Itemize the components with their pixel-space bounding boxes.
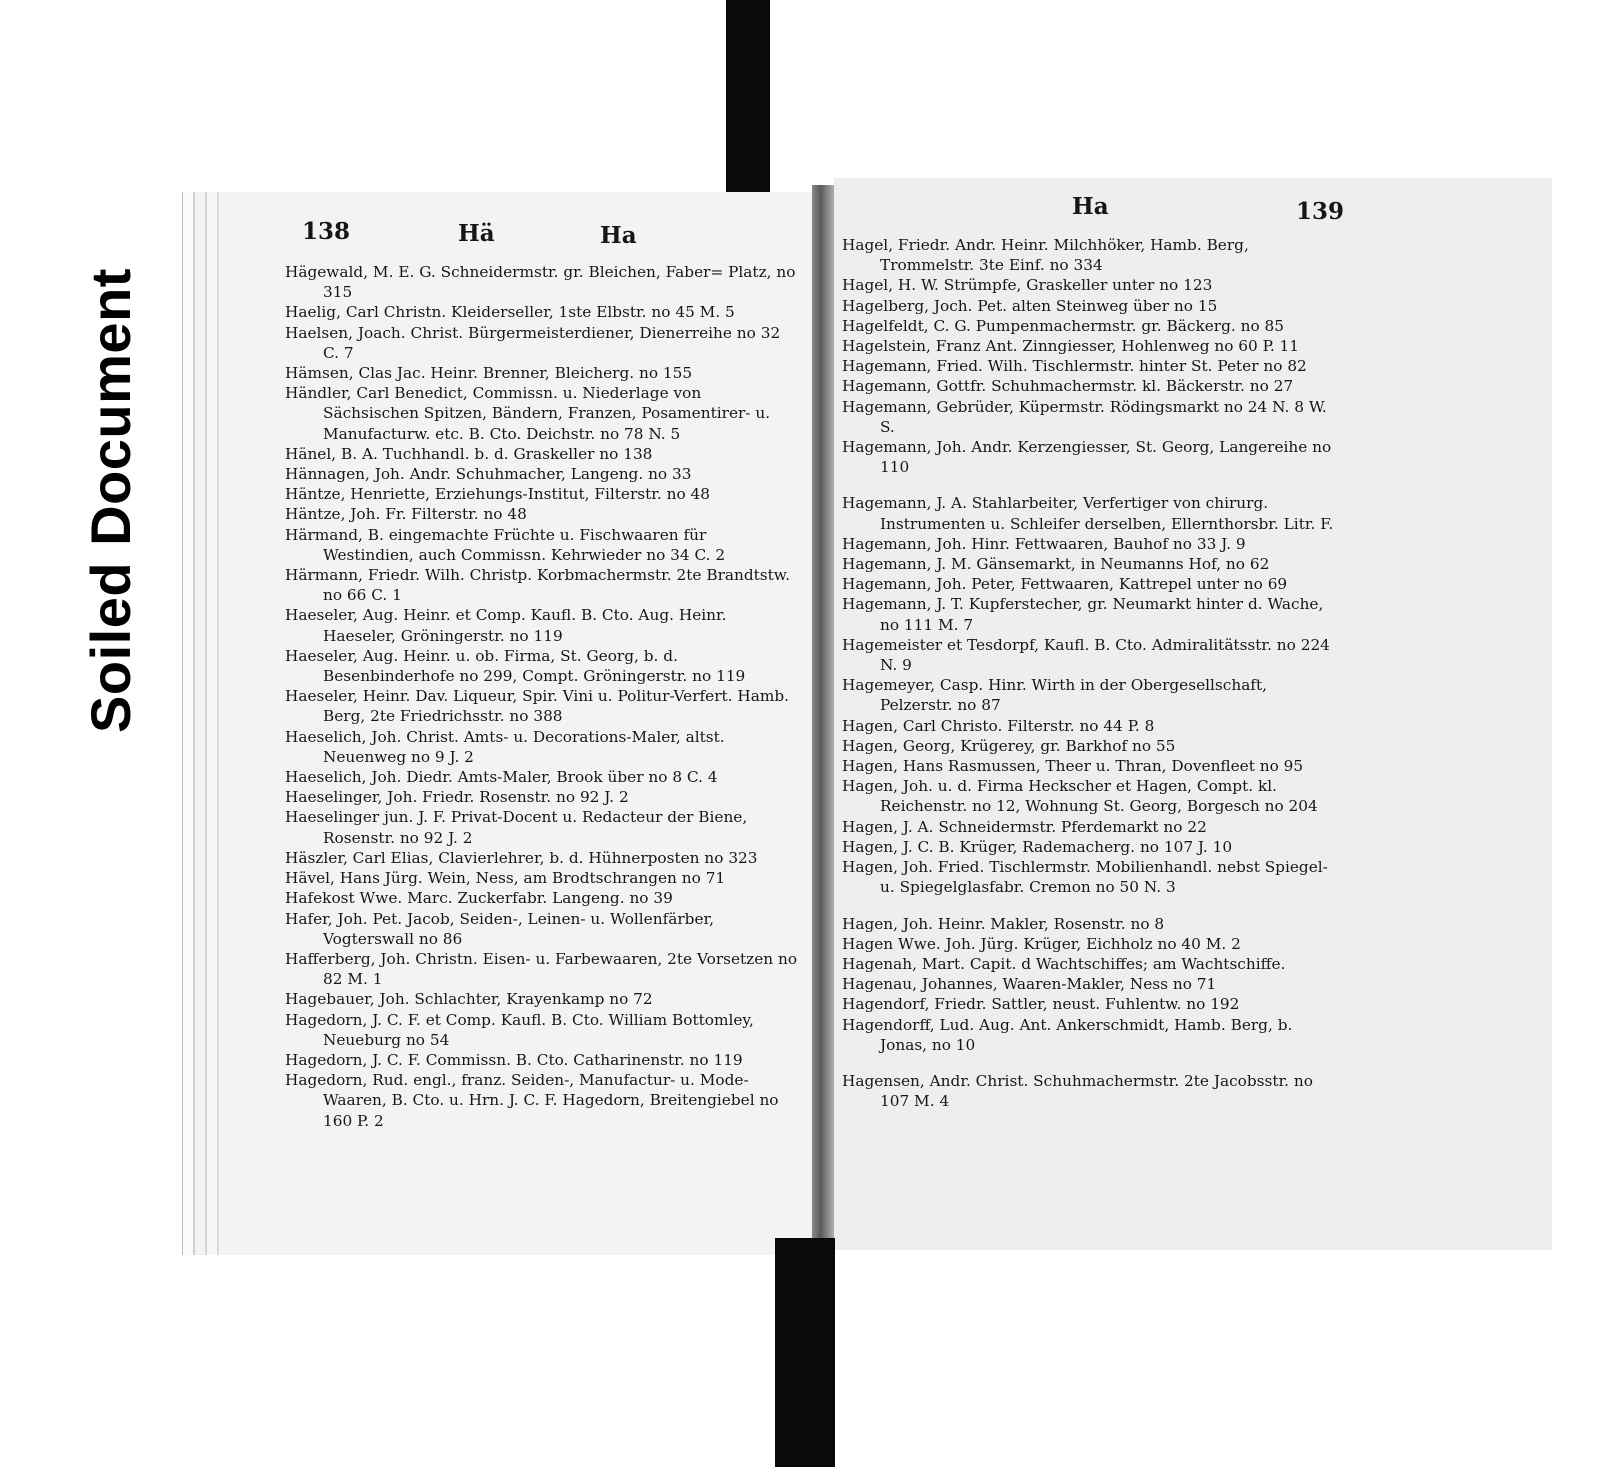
directory-entry: Hagelfeldt, C. G. Pumpenmachermstr. gr. Bäckerg. no 85 — [842, 316, 1284, 335]
directory-entry: Hagen, Joh. u. d. Firma Heckscher et Hagen, Compt. kl. Reichenstr. no 12, Wohnung St. Georg, Borgesch no 204 — [842, 777, 1318, 816]
directory-entry: Hagemann, J. M. Gänsemarkt, in Neumanns Hof, no 62 — [842, 555, 1270, 574]
directory-entry: Hagemann, J. A. Stahlarbeiter, Verfertiger von chirurg. Instrumenten u. Schleifer derselben, Ellernthorsbr. Litr. F. — [842, 494, 1334, 533]
binding-strap-top — [726, 0, 770, 198]
directory-entry: Hagemann, J. T. Kupferstecher, gr. Neumarkt hinter d. Wache, no 111 M. 7 — [842, 595, 1324, 634]
directory-entry: Haeselinger jun. J. F. Privat-Docent u. Redacteur der Biene, Rosenstr. no 92 J. 2 — [285, 808, 748, 847]
directory-entry: Haeseler, Aug. Heinr. u. ob. Firma, St. Georg, b. d. Besenbinderhofe no 299, Compt. Gröningerstr. no 119 — [285, 646, 746, 686]
directory-entry: Hännagen, Joh. Andr. Schuhmacher, Langeng. no 33 — [285, 465, 692, 484]
directory-entry: Hafer, Joh. Pet. Jacob, Seiden-, Leinen- u. Wollenfärber, Vogterswall no 86 — [285, 909, 715, 948]
left-entry-list — [285, 262, 800, 1131]
directory-entry: Hagemeyer, Casp. Hinr. Wirth in der Obergesellschaft, Pelzerstr. no 87 — [842, 676, 1267, 715]
directory-entry: Hagedorn, J. C. F. Commissn. B. Cto. Catharinenstr. no 119 — [285, 1050, 743, 1069]
left-page-number: 138 — [302, 218, 351, 245]
directory-entry: Hagemann, Gottfr. Schuhmachermstr. kl. Bäckerstr. no 27 — [842, 377, 1294, 396]
directory-entry: Hagendorf, Friedr. Sattler, neust. Fuhlentw. no 192 — [842, 995, 1240, 1014]
directory-entry: Hagemeister et Tesdorpf, Kaufl. B. Cto. Admiralitätsstr. no 224 N. 9 — [842, 635, 1330, 675]
binding-strap-bottom — [775, 1238, 835, 1467]
directory-entry: Hägewald, M. E. G. Schneidermstr. gr. Bleichen, Faber= Platz, no 315 — [285, 263, 796, 302]
directory-entry: Hafekost Wwe. Marc. Zuckerfabr. Langeng. no 39 — [285, 889, 673, 908]
soiled-document-stamp — [55, 240, 165, 760]
directory-entry: Hagemann, Gebrüder, Küpermstr. Rödingsmarkt no 24 N. 8 W. S. — [842, 397, 1327, 436]
directory-entry: Hagendorff, Lud. Aug. Ant. Ankerschmidt, Hamb. Berg, b. Jonas, no 10 — [842, 1015, 1293, 1054]
directory-entry: Hagelstein, Franz Ant. Zinngiesser, Hohlenweg no 60 P. 11 — [842, 337, 1300, 356]
directory-entry: Härmann, Friedr. Wilh. Christp. Korbmachermstr. 2te Brandtstw. no 66 C. 1 — [285, 566, 790, 605]
directory-entry: Hävel, Hans Jürg. Wein, Ness, am Brodtschrangen no 71 — [285, 869, 726, 888]
directory-entry: Hagen, Joh. Heinr. Makler, Rosenstr. no 8 — [842, 914, 1165, 933]
directory-entry: Hagedorn, J. C. F. et Comp. Kaufl. B. Cto. William Bottomley, Neueburg no 54 — [285, 1010, 754, 1049]
directory-entry: Hagen, Joh. Fried. Tischlermstr. Mobilienhandl. nebst Spiegel- u. Spiegelglasfabr. Cremon no 50 N. 3 — [842, 858, 1328, 897]
directory-entry: Hagedorn, Rud. engl., franz. Seiden-, Manufactur- u. Mode-Waaren, B. Cto. u. Hrn. J. C. F. Hagedorn, Breitengiebel no 160 P. 2 — [285, 1071, 779, 1130]
directory-entry: Hagenau, Johannes, Waaren-Makler, Ness no 71 — [842, 975, 1217, 994]
directory-entry: Hänel, B. A. Tuchhandl. b. d. Graskeller no 138 — [285, 444, 653, 463]
directory-entry: Hagemann, Joh. Hinr. Fettwaaren, Bauhof no 33 J. 9 — [842, 534, 1246, 553]
directory-entry: Härmand, B. eingemachte Früchte u. Fischwaaren für Westindien, auch Commissn. Kehrwieder no 34 C. 2 — [285, 525, 726, 564]
directory-entry: Hafferberg, Joh. Christn. Eisen- u. Farbewaaren, 2te Vorsetzen no 82 M. 1 — [285, 949, 798, 989]
directory-entry: Haeseler, Heinr. Dav. Liqueur, Spir. Vini u. Politur-Verfert. Hamb. Berg, 2te Friedrichsstr. no 388 — [285, 687, 790, 726]
directory-entry: Hagebauer, Joh. Schlachter, Krayenkamp no 72 — [285, 990, 653, 1009]
directory-entry: Haelig, Carl Christn. Kleiderseller, 1ste Elbstr. no 45 M. 5 — [285, 303, 735, 322]
directory-entry: Häntze, Joh. Fr. Filterstr. no 48 — [285, 505, 527, 524]
directory-entry: Häntze, Henriette, Erziehungs-Institut, Filterstr. no 48 — [285, 485, 711, 504]
directory-entry: Haeselinger, Joh. Friedr. Rosenstr. no 92 J. 2 — [285, 788, 629, 807]
directory-entry: Haeselich, Joh. Christ. Amts- u. Decorations-Maler, altst. Neuenweg no 9 J. 2 — [285, 727, 725, 766]
directory-entry: Haelsen, Joach. Christ. Bürgermeisterdiener, Dienerreihe no 32 C. 7 — [285, 323, 781, 362]
directory-entry: Hagel, H. W. Strümpfe, Graskeller unter no 123 — [842, 276, 1213, 295]
directory-entry: Hagemann, Joh. Peter, Fettwaaren, Kattrepel unter no 69 — [842, 575, 1288, 594]
directory-entry: Hagen, Carl Christo. Filterstr. no 44 P. 8 — [842, 716, 1155, 735]
directory-entry: Hagen, Hans Rasmussen, Theer u. Thran, Dovenfleet no 95 — [842, 757, 1304, 776]
directory-entry: Hagemann, Joh. Andr. Kerzengiesser, St. Georg, Langereihe no 110 — [842, 438, 1332, 477]
directory-entry: Hagel, Friedr. Andr. Heinr. Milchhöker, Hamb. Berg, Trommelstr. 3te Einf. no 334 — [842, 236, 1249, 275]
directory-entry: Hagen Wwe. Joh. Jürg. Krüger, Eichholz no 40 M. 2 — [842, 934, 1241, 953]
directory-entry: Hagen, J. A. Schneidermstr. Pferdemarkt no 22 — [842, 817, 1207, 836]
right-header: Ha — [1072, 193, 1109, 220]
directory-entry: Hagen, J. C. B. Krüger, Rademacherg. no 107 J. 10 — [842, 837, 1233, 856]
directory-entry: Haeselich, Joh. Diedr. Amts-Maler, Brook über no 8 C. 4 — [285, 768, 718, 787]
directory-entry: Hämsen, Clas Jac. Heinr. Brenner, Bleicherg. no 155 — [285, 364, 693, 383]
left-header-2: Ha — [600, 222, 637, 249]
right-page-number: 139 — [1296, 198, 1345, 225]
directory-entry: Häszler, Carl Elias, Clavierlehrer, b. d. Hühnerposten no 323 — [285, 848, 758, 867]
directory-entry: Hagensen, Andr. Christ. Schuhmachermstr. 2te Jacobsstr. no 107 M. 4 — [842, 1071, 1313, 1111]
directory-entry: Händler, Carl Benedict, Commissn. u. Niederlage von Sächsischen Spitzen, Bändern, Franzen, Posamentirer- u. Manufacturw. etc. B. Cto. Deichstr. no 78 N. 5 — [285, 384, 771, 443]
directory-entry: Hagelberg, Joch. Pet. alten Steinweg über no 15 — [842, 296, 1218, 315]
right-entry-list — [842, 235, 1342, 1111]
stamp-text: Soiled Document — [78, 267, 142, 733]
directory-entry: Hagemann, Fried. Wilh. Tischlermstr. hinter St. Peter no 82 — [842, 357, 1307, 376]
book-spine — [812, 185, 834, 1240]
directory-entry: Hagenah, Mart. Capit. d Wachtschiffes; am Wachtschiffe. — [842, 954, 1286, 973]
directory-entry: Hagen, Georg, Krügerey, gr. Barkhof no 55 — [842, 736, 1176, 755]
directory-entry: Haeseler, Aug. Heinr. et Comp. Kaufl. B. Cto. Aug. Heinr. Haeseler, Gröningerstr. no 119 — [285, 606, 727, 645]
left-header-1: Hä — [458, 220, 495, 247]
